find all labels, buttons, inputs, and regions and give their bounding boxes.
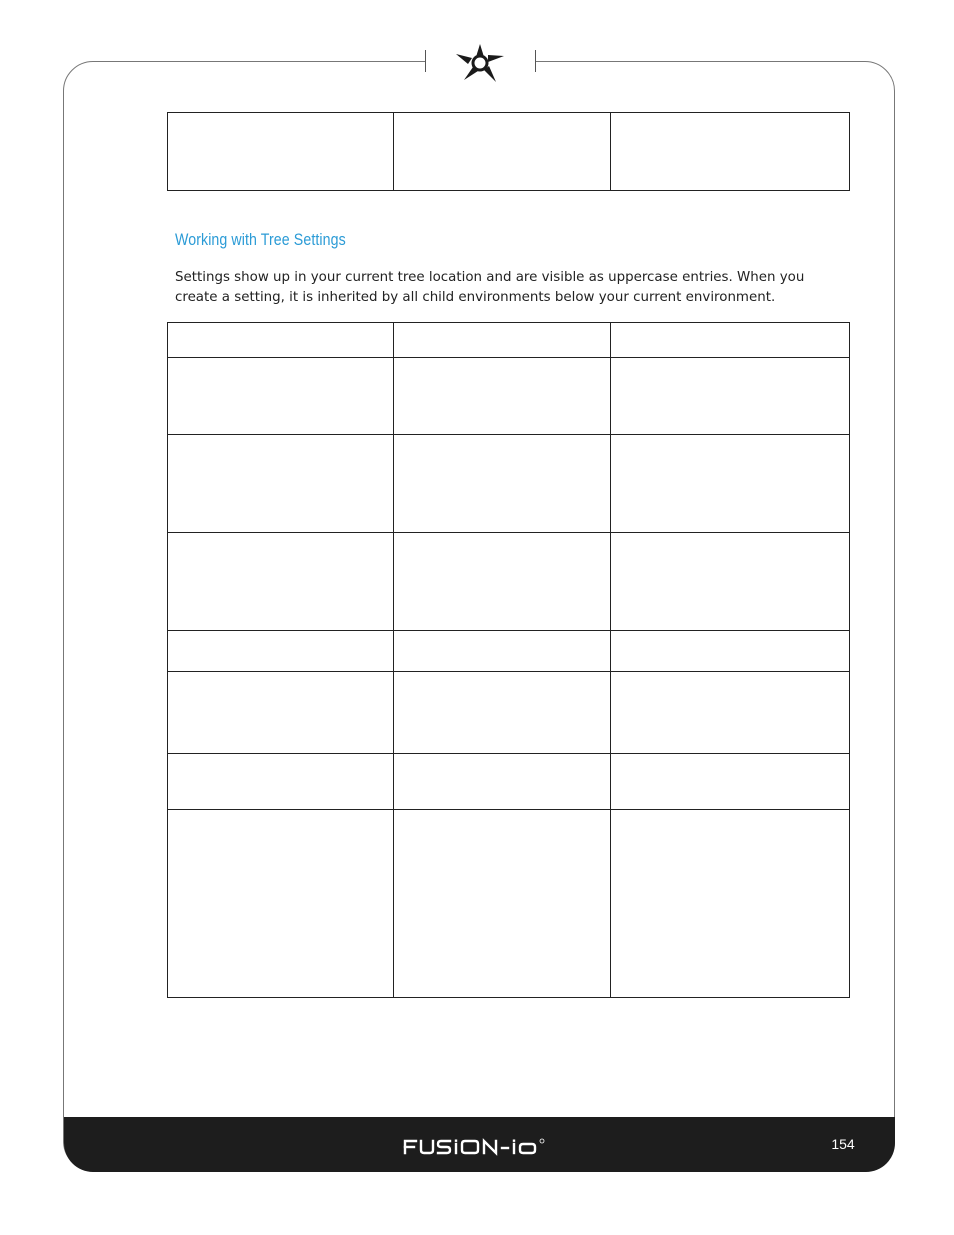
table-cell bbox=[168, 533, 394, 631]
settings-table bbox=[167, 322, 850, 998]
table-cell bbox=[394, 323, 611, 358]
table-cell bbox=[611, 672, 850, 754]
table-cell bbox=[168, 810, 394, 998]
table-row bbox=[168, 323, 850, 358]
table-cell bbox=[394, 672, 611, 754]
table-cell bbox=[168, 631, 394, 672]
table-cell bbox=[611, 810, 850, 998]
table-cell bbox=[611, 358, 850, 435]
table-cell bbox=[611, 113, 850, 191]
table-cell bbox=[394, 113, 611, 191]
table-cell bbox=[394, 435, 611, 533]
table-cell bbox=[394, 631, 611, 672]
section-heading: Working with Tree Settings bbox=[175, 231, 346, 249]
table-row bbox=[168, 810, 850, 998]
top-table bbox=[167, 112, 850, 191]
header-tick-left bbox=[425, 50, 426, 72]
fusion-io-logo bbox=[403, 1135, 555, 1157]
table-cell bbox=[168, 113, 394, 191]
table-cell bbox=[611, 754, 850, 810]
table-row bbox=[168, 631, 850, 672]
table-row bbox=[168, 358, 850, 435]
table-row bbox=[168, 435, 850, 533]
table-cell bbox=[168, 358, 394, 435]
table-cell bbox=[611, 631, 850, 672]
table-cell bbox=[611, 323, 850, 358]
table-row bbox=[168, 533, 850, 631]
table-cell bbox=[394, 754, 611, 810]
table-cell bbox=[394, 533, 611, 631]
page-number: 154 bbox=[831, 1136, 855, 1152]
table-cell bbox=[168, 754, 394, 810]
table-cell bbox=[168, 323, 394, 358]
fusion-io-star-icon bbox=[452, 40, 508, 86]
table-row bbox=[168, 672, 850, 754]
table-cell bbox=[394, 810, 611, 998]
table-cell bbox=[168, 672, 394, 754]
table-row bbox=[168, 754, 850, 810]
section-paragraph: Settings show up in your current tree location and are visible as uppercase entries. When you create a setting, it is inherited by all child environments below your current environment. bbox=[175, 270, 805, 305]
header-tick-right bbox=[535, 50, 536, 72]
table-cell bbox=[611, 435, 850, 533]
table-cell bbox=[394, 358, 611, 435]
table-cell bbox=[168, 435, 394, 533]
table-row bbox=[168, 113, 850, 191]
table-cell bbox=[611, 533, 850, 631]
